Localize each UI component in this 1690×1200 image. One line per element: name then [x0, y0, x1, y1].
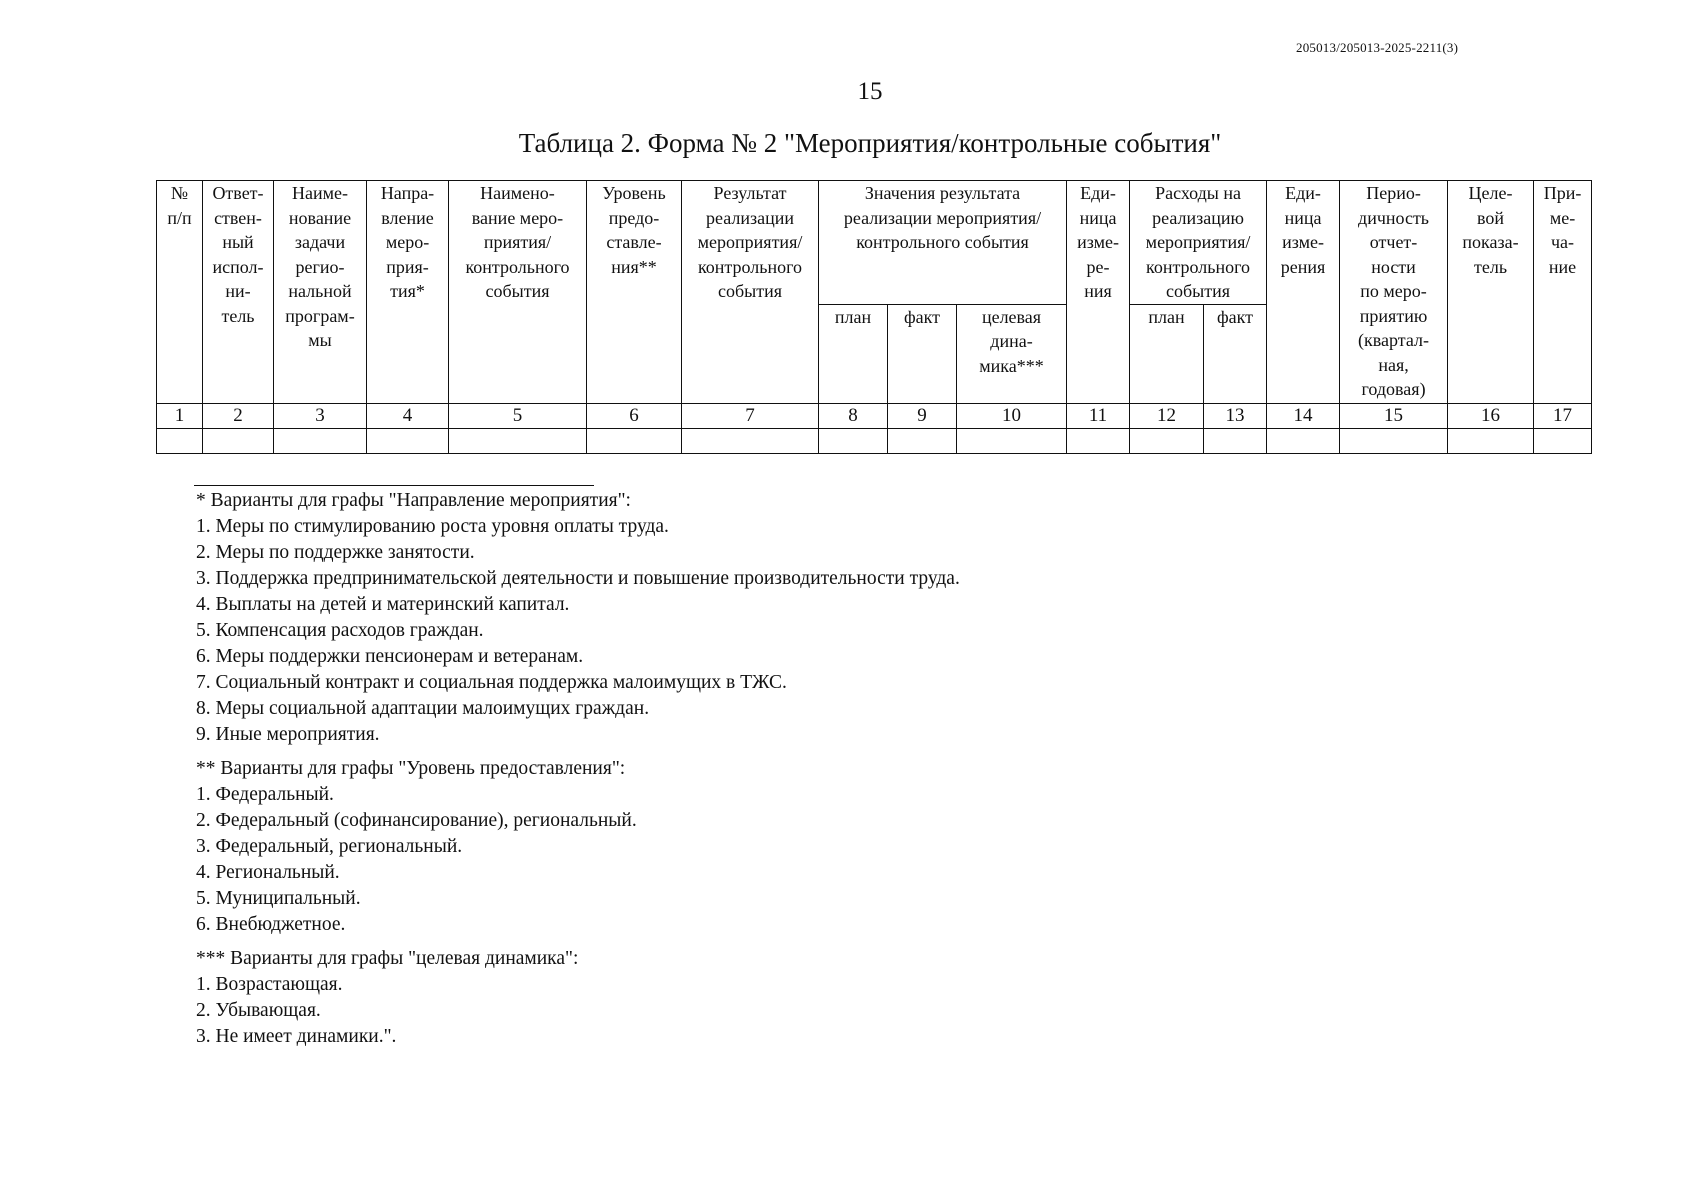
empty-cell	[1067, 428, 1130, 453]
empty-cell	[1448, 428, 1534, 453]
empty-cell	[957, 428, 1067, 453]
footnote-item: 5. Компенсация расходов граждан.	[196, 620, 484, 641]
footnote-item: 2. Федеральный (софинансирование), региональный.	[196, 810, 637, 831]
header-cell-result-values: Значения результата реализации мероприятия/ контрольного события	[819, 181, 1067, 305]
column-number-cell: 7	[682, 403, 819, 428]
column-number-cell: 12	[1130, 403, 1204, 428]
empty-cell	[1130, 428, 1204, 453]
empty-cell	[1267, 428, 1340, 453]
header-cell-responsible: Ответ- ствен- ный испол- ни- тель	[203, 181, 274, 404]
subheader-cell-target-dynamics: целевая дина- мика***	[957, 304, 1067, 403]
empty-cell	[157, 428, 203, 453]
header-cell-task-name: Наиме- нование задачи регио- нальной програм- мы	[274, 181, 367, 404]
column-number-cell: 11	[1067, 403, 1130, 428]
footnote-item: 6. Меры поддержки пенсионерам и ветеранам.	[196, 646, 584, 667]
footnote-item: 1. Возрастающая.	[196, 974, 343, 995]
footnote-item: 4. Региональный.	[196, 862, 340, 883]
header-cell-event-name: Наимено- вание меро- приятия/ контрольного события	[449, 181, 587, 404]
footnote-heading: * Варианты для графы "Направление мероприятия":	[196, 490, 631, 511]
header-cell-expenses: Расходы на реализацию мероприятия/ контрольного события	[1130, 181, 1267, 305]
subheader-cell-plan: план	[819, 304, 888, 403]
footnote-item: 3. Федеральный, региональный.	[196, 836, 463, 857]
empty-cell	[888, 428, 957, 453]
empty-cell	[1340, 428, 1448, 453]
footnote-item: 2. Убывающая.	[196, 1000, 321, 1021]
empty-cell	[1204, 428, 1267, 453]
column-number-cell: 4	[367, 403, 449, 428]
footnote-heading: *** Варианты для графы "целевая динамика":	[196, 948, 579, 969]
footnote-item: 4. Выплаты на детей и материнский капитал.	[196, 594, 570, 615]
header-cell-note: При- ме- ча- ние	[1534, 181, 1592, 404]
footnote-item: 2. Меры по поддержке занятости.	[196, 542, 475, 563]
empty-cell	[274, 428, 367, 453]
table-title: Таблица 2. Форма № 2 "Мероприятия/контрольные события"	[518, 128, 1222, 158]
footnotes	[196, 488, 960, 1058]
empty-cell	[203, 428, 274, 453]
header-cell-number: № п/п	[157, 181, 203, 404]
footnote-item: 8. Меры социальной адаптации малоимущих граждан.	[196, 698, 650, 719]
subheader-cell-fact: факт	[888, 304, 957, 403]
page-number: 15	[857, 78, 883, 105]
footnote-item: 3. Поддержка предпринимательской деятельности и повышение производительности труда.	[196, 568, 960, 589]
empty-cell	[449, 428, 587, 453]
footnote-item: 9. Иные мероприятия.	[196, 724, 380, 745]
column-number-row	[157, 403, 1592, 428]
footnote-direction-options	[196, 488, 960, 748]
footnote-item: 5. Муниципальный.	[196, 888, 361, 909]
column-number-cell: 3	[274, 403, 367, 428]
header-cell-periodicity: Перио- дичность отчет- ности по меро- приятию (квартал- ная, годовая)	[1340, 181, 1448, 404]
column-number-cell: 2	[203, 403, 274, 428]
column-number-cell: 1	[157, 403, 203, 428]
document-code: 205013/205013-2025-2211(3)	[1296, 40, 1459, 55]
footnote-item: 1. Федеральный.	[196, 784, 334, 805]
header-cell-unit-2: Еди- ница изме- рения	[1267, 181, 1340, 404]
column-number-cell: 9	[888, 403, 957, 428]
column-number-cell: 14	[1267, 403, 1340, 428]
empty-data-row	[157, 428, 1592, 453]
footnote-separator	[194, 485, 594, 486]
empty-cell	[682, 428, 819, 453]
empty-cell	[587, 428, 682, 453]
header-cell-direction: Напра- вление меро- прия- тия*	[367, 181, 449, 404]
column-number-cell: 15	[1340, 403, 1448, 428]
column-number-cell: 8	[819, 403, 888, 428]
column-number-cell: 16	[1448, 403, 1534, 428]
column-number-cell: 17	[1534, 403, 1592, 428]
column-number-cell: 6	[587, 403, 682, 428]
footnote-dynamics-options	[196, 946, 960, 1050]
footnote-item: 7. Социальный контракт и социальная поддержка малоимущих в ТЖС.	[196, 672, 787, 693]
footnote-item: 3. Не имеет динамики.".	[196, 1026, 397, 1047]
header-cell-level: Уровень предо- ставле- ния**	[587, 181, 682, 404]
header-row	[157, 181, 1592, 305]
form-table	[156, 180, 1592, 454]
column-number-cell: 5	[449, 403, 587, 428]
footnote-item: 6. Внебюджетное.	[196, 914, 346, 935]
footnote-heading: ** Варианты для графы "Уровень предоставления":	[196, 758, 626, 779]
empty-cell	[1534, 428, 1592, 453]
footnote-level-options	[196, 756, 960, 938]
column-number-cell: 10	[957, 403, 1067, 428]
header-cell-unit: Еди- ница изме- ре- ния	[1067, 181, 1130, 404]
empty-cell	[819, 428, 888, 453]
subheader-cell-expense-fact: факт	[1204, 304, 1267, 403]
subheader-cell-expense-plan: план	[1130, 304, 1204, 403]
column-number-cell: 13	[1204, 403, 1267, 428]
empty-cell	[367, 428, 449, 453]
header-cell-target-indicator: Целе- вой показа- тель	[1448, 181, 1534, 404]
footnote-item: 1. Меры по стимулированию роста уровня оплаты труда.	[196, 516, 669, 537]
header-cell-result: Результат реализации мероприятия/ контрольного события	[682, 181, 819, 404]
